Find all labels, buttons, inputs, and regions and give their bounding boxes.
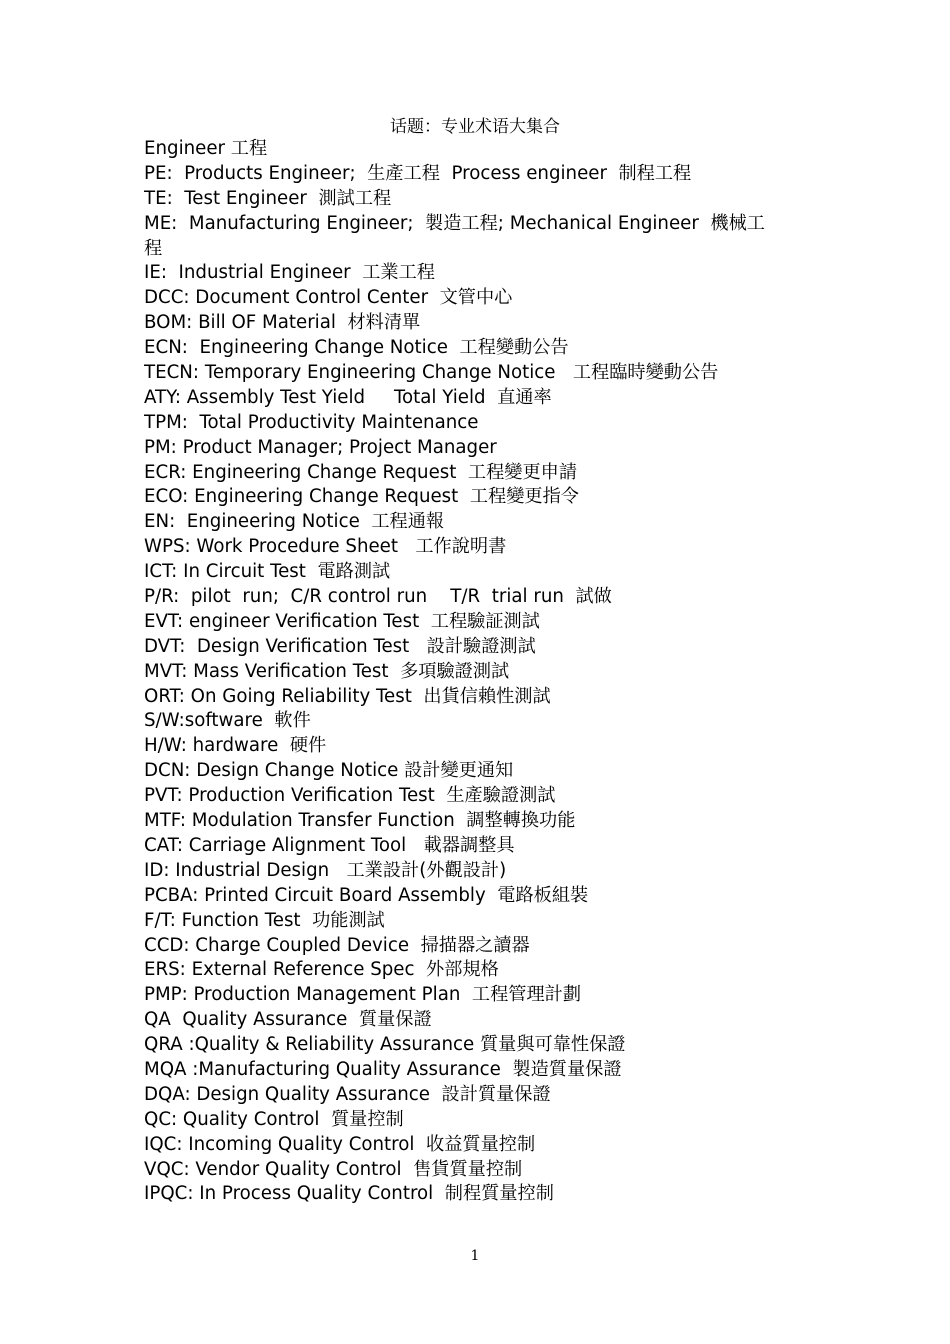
glossary-term-line: CCD: Charge Coupled Device 掃描器之讀器 [144,934,530,956]
glossary-term-line: H/W: hardware 硬件 [144,735,327,757]
glossary-term-line: WPS: Work Procedure Sheet 工作說明書 [144,536,507,558]
glossary-term-line: TPM: Total Productivity Maintenance [144,411,479,433]
glossary-term-line: PMP: Production Management Plan 工程管理計劃 [144,984,582,1006]
glossary-term-line: ECR: Engineering Change Request 工程變更申請 [144,461,578,483]
glossary-term-line: PE: Products Engineer; 生產工程 Process engineer 制程工程 [144,162,692,184]
glossary-term-line: DCN: Design Change Notice 設計變更通知 [144,760,514,782]
glossary-term-line: BOM: Bill OF Material 材料清單 [144,312,421,334]
glossary-term-line: VQC: Vendor Quality Control 售貨質量控制 [144,1158,523,1180]
glossary-term-line: IPQC: In Process Quality Control 制程質量控制 [144,1183,554,1205]
glossary-term-line: MQA :Manufacturing Quality Assurance 製造質量保證 [144,1058,622,1080]
glossary-term-line: ORT: On Going Reliability Test 出貨信賴性測試 [144,685,551,707]
glossary-term-line: DQA: Design Quality Assurance 設計質量保證 [144,1083,551,1105]
glossary-term-list [144,137,814,1207]
glossary-term-line: ICT: In Circuit Test 電路測試 [144,561,391,583]
glossary-term-line: S/W:software 軟件 [144,710,311,732]
glossary-term-line: DVT: Design Verification Test 設計驗證測試 [144,635,536,657]
glossary-term-line: EVT: engineer Verification Test 工程驗証測試 [144,610,540,632]
glossary-term-line: MTF: Modulation Transfer Function 調整轉換功能 [144,810,576,832]
glossary-term-line: QRA :Quality & Reliability Assurance 質量與可靠性保證 [144,1034,626,1056]
glossary-term-line: PM: Product Manager; Project Manager [144,436,497,458]
glossary-term-line: CAT: Carriage Alignment Tool 載器調整具 [144,834,515,856]
glossary-term-line: TECN: Temporary Engineering Change Notice 工程臨時變動公告 [144,362,719,384]
glossary-term-line: QC: Quality Control 質量控制 [144,1108,404,1130]
glossary-term-line: IE: Industrial Engineer 工業工程 [144,262,435,284]
glossary-term-line: Engineer 工程 [144,138,268,159]
glossary-term-line: ERS: External Reference Spec 外部規格 [144,959,499,981]
glossary-term-line: F/T: Function Test 功能測試 [144,909,385,931]
glossary-term-line: ME: Manufacturing Engineer; 製造工程; Mechanical Engineer 機械工 [144,212,765,234]
glossary-term-line: MVT: Mass Verification Test 多項驗證測試 [144,660,510,682]
glossary-term-line: PCBA: Printed Circuit Board Assembly 電路板組裝 [144,884,589,906]
glossary-term-line: ATY: Assembly Test Yield Total Yield 直通率 [144,386,552,408]
glossary-term-line: PVT: Production Verification Test 生產驗證測試 [144,785,556,807]
document-title: 话题：专业术语大集合 [390,117,560,137]
page-number: 1 [470,1248,480,1264]
glossary-term-line: ID: Industrial Design 工業設計(外觀設計) [144,859,507,881]
glossary-term-line: DCC: Document Control Center 文管中心 [144,287,513,309]
glossary-term-line: P/R: pilot run; C/R control run T/R trial run 試做 [144,586,612,608]
glossary-term-line: TE: Test Engineer 測試工程 [144,187,392,209]
glossary-term-line: QA Quality Assurance 質量保證 [144,1009,432,1031]
glossary-term-line: EN: Engineering Notice 工程通報 [144,511,445,533]
glossary-term-line: ECO: Engineering Change Request 工程變更指令 [144,486,579,508]
glossary-term-line: 程 [144,237,163,259]
glossary-term-line: ECN: Engineering Change Notice 工程變動公告 [144,337,569,359]
glossary-term-line: IQC: Incoming Quality Control 收益質量控制 [144,1133,536,1155]
